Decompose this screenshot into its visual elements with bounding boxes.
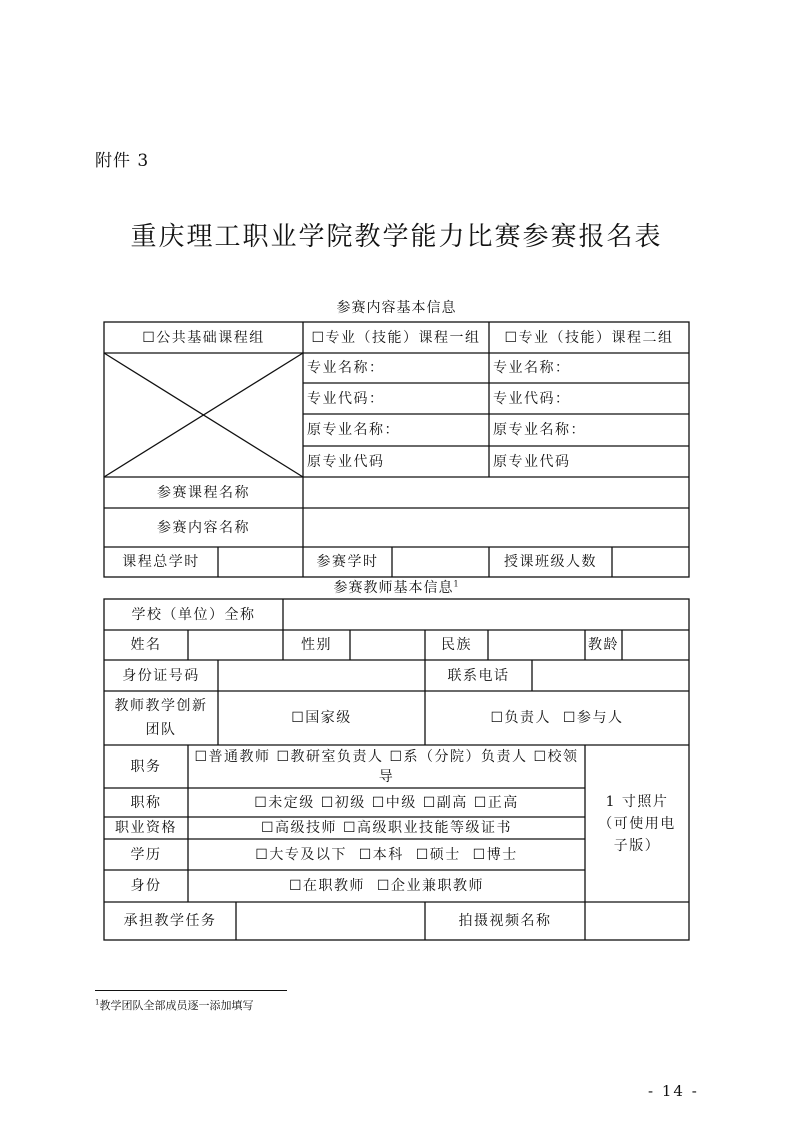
- position-checkboxes[interactable]: ☐普通教师 ☐教研室负责人 ☐系（分院）负责人 ☐校领导: [194, 748, 579, 785]
- video-name-label: 拍摄视频名称: [458, 913, 552, 929]
- group2-major-name-label: 专业名称：: [493, 360, 571, 376]
- section-title-teacher: 参赛教师基本信息$^1$: [333, 579, 460, 596]
- group2-old-major-code-label: 原专业代码: [493, 453, 571, 470]
- group1-old-major-code-label: 原专业代码: [307, 453, 385, 470]
- footnote-text: 教学团队全部成员逐一添加填写: [99, 999, 254, 1012]
- class-size-field[interactable]: [612, 547, 689, 577]
- total-hours-label: 课程总学时: [122, 554, 200, 570]
- school-label: 学校（单位）全称: [131, 606, 256, 623]
- gender-label: 性别: [301, 637, 332, 653]
- teaching-task-field[interactable]: [236, 902, 425, 940]
- teaching-task-label: 承担教学任务: [123, 913, 217, 929]
- phone-label: 联系电话: [447, 667, 510, 684]
- photo-placeholder[interactable]: 1 寸照片（可使用电子版）: [598, 793, 676, 854]
- group1-major-code-label: 专业代码：: [307, 390, 385, 407]
- id-number-field[interactable]: [218, 660, 425, 691]
- footnote: [95, 997, 253, 1013]
- checkbox-public-basic-group[interactable]: ☐公共基础课程组: [142, 329, 265, 346]
- qualification-checkboxes[interactable]: ☐高级技师 ☐高级职业技能等级证书: [260, 820, 513, 836]
- total-hours-field[interactable]: [218, 547, 303, 577]
- content-name-field[interactable]: [303, 508, 689, 547]
- checkbox-professional-group-2[interactable]: ☐专业（技能）课程二组: [504, 329, 674, 346]
- footnote-number: 1: [95, 998, 100, 1007]
- phone-field[interactable]: [532, 660, 689, 691]
- group2-old-major-name-label: 原专业名称：: [493, 422, 586, 438]
- attachment-label: 附件 3: [95, 151, 150, 171]
- name-label: 姓名: [130, 637, 162, 653]
- contest-hours-field[interactable]: [392, 547, 489, 577]
- team-role-checkboxes[interactable]: ☐负责人 ☐参与人: [490, 710, 624, 726]
- group1-old-major-name-label: 原专业名称：: [307, 422, 400, 438]
- title-label: 职称: [130, 794, 162, 811]
- checkbox-national-level[interactable]: ☐国家级: [291, 710, 352, 726]
- ethnicity-field[interactable]: [488, 630, 585, 660]
- section-title-content: 参赛内容基本信息: [336, 300, 457, 316]
- form-title: 重庆理工职业学院教学能力比赛参赛报名表: [130, 222, 663, 252]
- page-number: - 14 -: [648, 1082, 699, 1100]
- group2-major-code-label: 专业代码：: [493, 390, 571, 407]
- group1-major-name-label: 专业名称：: [307, 360, 385, 376]
- ethnicity-label: 民族: [441, 637, 472, 653]
- class-size-label: 授课班级人数: [504, 554, 597, 570]
- school-field[interactable]: [283, 599, 689, 630]
- footnote-mark: 1: [453, 579, 460, 589]
- teaching-years-field[interactable]: [622, 630, 689, 660]
- video-name-field[interactable]: [585, 902, 689, 940]
- innovation-team-label: 教师教学创新团队: [114, 698, 208, 738]
- education-checkboxes[interactable]: ☐大专及以下 ☐本科 ☐硕士 ☐博士: [255, 846, 518, 863]
- qualification-label: 职业资格: [115, 820, 177, 836]
- checkbox-professional-group-1[interactable]: ☐专业（技能）课程一组: [311, 329, 481, 346]
- footnote-divider: [95, 990, 287, 991]
- gender-field[interactable]: [350, 630, 425, 660]
- contest-hours-label: 参赛学时: [316, 554, 379, 570]
- title-checkboxes[interactable]: ☐未定级 ☐初级 ☐中级 ☐副高 ☐正高: [254, 794, 519, 811]
- education-label: 学历: [130, 846, 162, 863]
- course-name-label: 参赛课程名称: [157, 484, 250, 501]
- name-field[interactable]: [188, 630, 283, 660]
- course-name-field[interactable]: [303, 477, 689, 508]
- identity-label: 身份: [130, 878, 162, 894]
- teaching-years-label: 教龄: [588, 637, 619, 653]
- id-number-label: 身份证号码: [122, 667, 200, 684]
- identity-checkboxes[interactable]: ☐在职教师 ☐企业兼职教师: [288, 878, 484, 894]
- content-name-label: 参赛内容名称: [157, 519, 250, 536]
- position-label: 职务: [130, 758, 162, 775]
